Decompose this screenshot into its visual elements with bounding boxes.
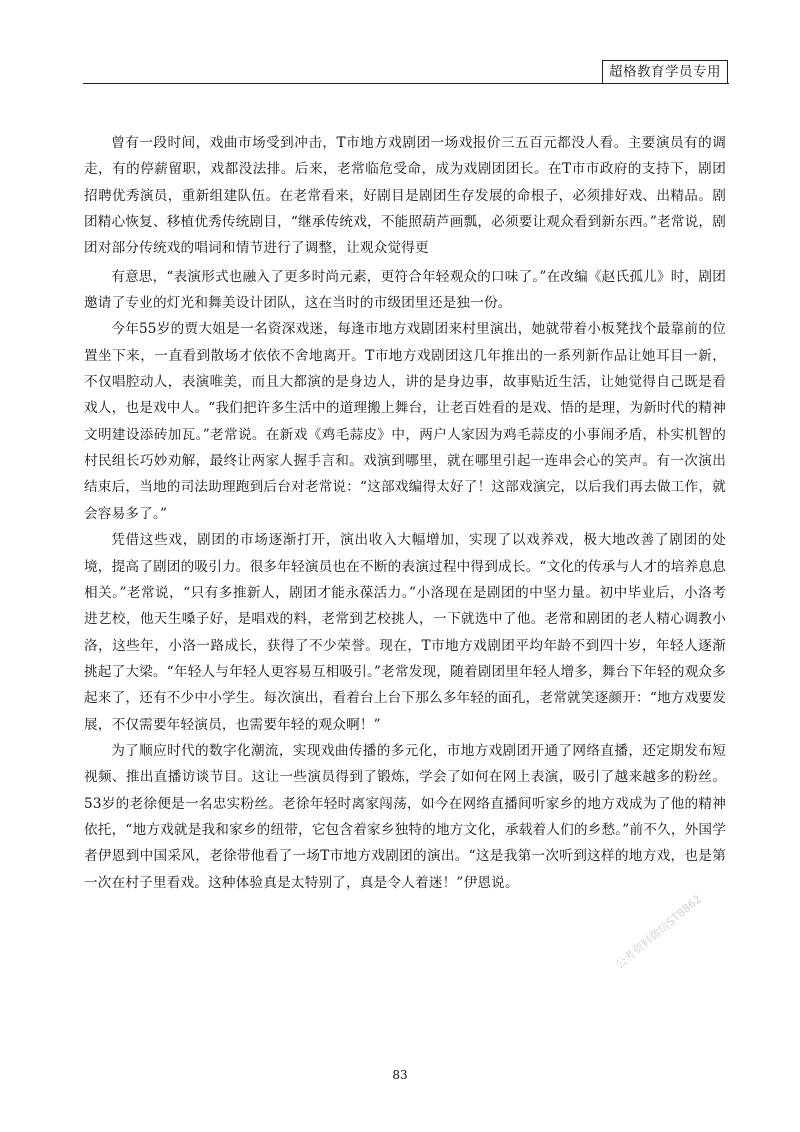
watermark: 公考资料微信ST8862: [613, 892, 705, 972]
paragraph-3: 今年55岁的贾大姐是一名资深戏迷，每逢市地方戏剧团来村里演出，她就带着小板凳找个最靠前的位置坐下来，一直看到散场才依依不舍地离开。T市地方戏剧团这几年推出的一系列新作品让她耳目一新，不仅唱腔动人，表演唯美，而且大都演的是身边人，讲的是身边事，故事贴近生活，让她觉得自己既是看戏人，也是戏中人。“我们把许多生活中的道理搬上舞台，让老百姓看的是戏、悟的是理，为新时代的精神文明建设添砖加瓦。”老常说。在新戏《鸡毛蒜皮》中，两户人家因为鸡毛蒜皮的小事闹矛盾，朴实机智的村民组长巧妙劝解，最终让两家人握手言和。戏演到哪里，就在哪里引起一连串会心的笑声。有一次演出结束后，当地的司法助理跑到后台对老常说：“这部戏编得太好了！这部戏演完，以后我们再去做工作，就会容易多了。”: [84, 321, 726, 522]
header-rule: [83, 83, 729, 84]
paragraph-4: 凭借这些戏，剧团的市场逐渐打开，演出收入大幅增加，实现了以戏养戏，极大地改善了剧团的处境，提高了剧团的吸引力。很多年轻演员也在不断的表演过程中得到成长。“文化的传承与人才的培养息息相关。”老常说，“只有多推新人，剧团才能永葆活力。”小洛现在是剧团的中坚力量。初中毕业后，小洛考进艺校，他天生嗓子好，是唱戏的料，老常到艺校挑人，一下就选中了他。老常和剧团的老人精心调教小洛，这些年，小洛一路成长，获得了不少荣誉。现在，T市地方戏剧团平均年龄不到四十岁，年轻人逐渐挑起了大梁。“年轻人与年轻人更容易互相吸引。”老常发现，随着剧团里年轻人增多，舞台下年轻的观众多起来了，还有不少中小学生。每次演出，看着台上台下那么多年轻的面孔，老常就笑逐颜开：“地方戏要发展，不仅需要年轻演员，也需要年轻的观众啊！”: [84, 532, 727, 733]
paragraph-2: 有意思，“表演形式也融入了更多时尚元素，更符合年轻观众的口味了。”在改编《赵氏孤儿》时，剧团邀请了专业的灯光和舞美设计团队，这在当时的市级团里还是独一份。: [84, 268, 726, 312]
header-badge: 超格教育学员专用: [602, 60, 728, 83]
paragraph-5: 为了顺应时代的数字化潮流，实现戏曲传播的多元化，市地方戏剧团开通了网络直播，还定期发布短视频、推出直播访谈节目。这让一些演员得到了锻炼，学会了如何在网上表演，吸引了越来越多的粉丝。53岁的老徐便是一名忠实粉丝。老徐年轻时离家闯荡，如今在网络直播间听家乡的地方戏成为了他的精神依托，“地方戏就是我和家乡的纽带，它包含着家乡独特的地方文化，承载着人们的乡愁。”前不久，外国学者伊恩到中国采风，老徐带他看了一场T市地方戏剧团的演出。“这是我第一次听到这样的地方戏，也是第一次在村子里看戏。这种体验真是太特别了，真是令人着迷！”伊恩说。: [84, 742, 727, 891]
article-body: [84, 130, 726, 896]
paragraph-1: 曾有一段时间，戏曲市场受到冲击，T市地方戏剧团一场戏报价三五百元都没人看。主要演员有的调走，有的停薪留职，戏都没法排。后来，老常临危受命，成为戏剧团团长。在T市市政府的支持下，剧团招聘优秀演员，重新组建队伍。在老常看来，好剧目是剧团生存发展的命根子，必须排好戏、出精品。剧团精心恢复、移植优秀传统剧目，“继承传统戏，不能照葫芦画瓢，必须要让观众看到新东西。”老常说，剧团对部分传统戏的唱词和情节进行了调整，让观众觉得更: [84, 135, 727, 257]
page-number: 83: [392, 1068, 408, 1082]
